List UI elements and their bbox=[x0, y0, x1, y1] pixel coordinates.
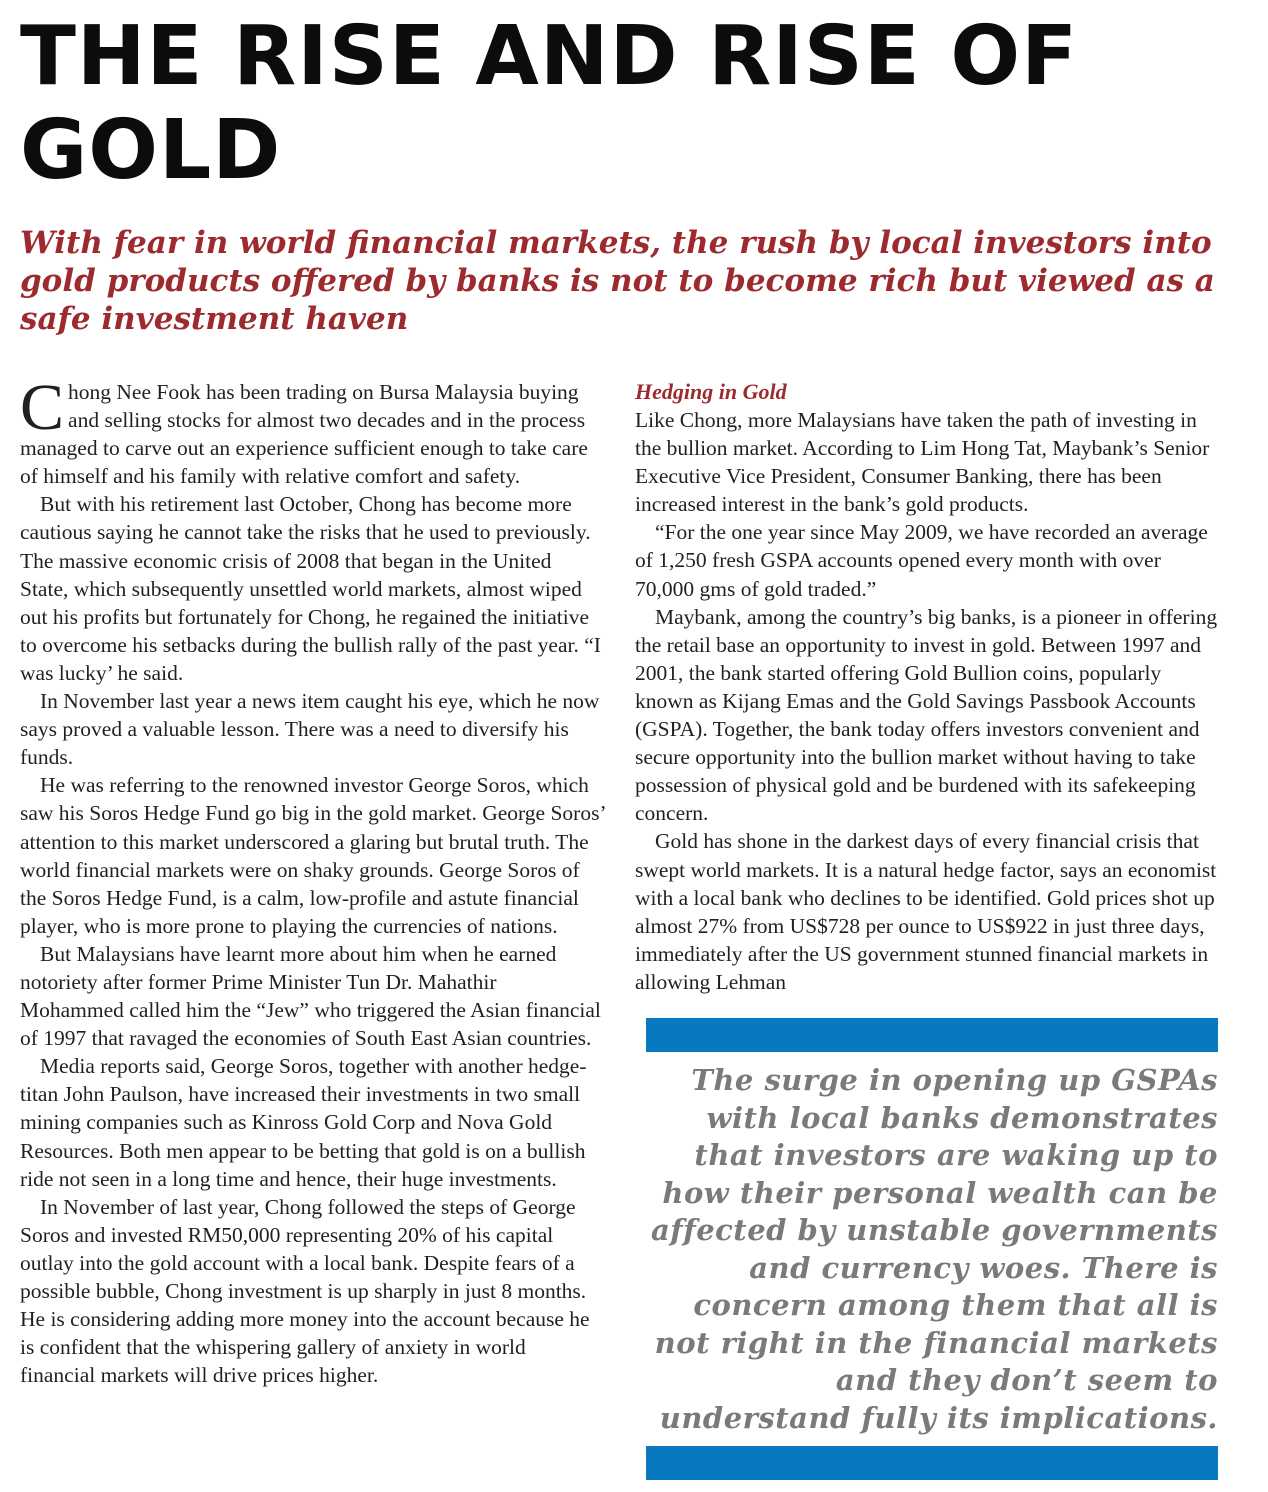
pull-quote: The surge in opening up GSPAs with local banks demonstrates that investors are waking up to how their personal wealth can be affected by unstable governments and currency woes. There is concern among them that all is not right in the financial markets and they don’t seem to understand fully its implications. bbox=[650, 1063, 1218, 1435]
right-column bbox=[635, 378, 1225, 996]
body-paragraph: But with his retirement last October, Chong has become more cautious saying he cannot take the risks that he used to previously. The massive economic crisis of 2008 that began in the United State, which subsequently unsettled world markets, almost wiped out his profits but fortunately for Chong, he regained the initiative to overcome his setbacks during the bullish rally of the past year. “I was lucky’ he said. bbox=[20, 492, 601, 685]
body-paragraph: Like Chong, more Malaysians have taken the path of investing in the bullion market. According to Lim Hong Tat, Maybank’s Senior Executive Vice President, Consumer Banking, there has been increased interest in the bank’s gold products. bbox=[635, 408, 1210, 517]
drop-cap: C bbox=[20, 371, 65, 444]
body-paragraph: He was referring to the renowned investor George Soros, which saw his Soros Hedge Fund go big in the gold market. George Soros’ attention to this market underscored a glaring but brutal truth. The world financial markets were on shaky grounds. George Soros of the Soros Hedge Fund, is a calm, low-profile and astute financial player, who is more prone to playing the currencies of nations. bbox=[20, 773, 606, 938]
left-column bbox=[20, 371, 606, 1389]
paragraph-text: hong Nee Fook has been trading on Bursa Malaysia buying and selling stocks for almost two decades and in the process managed to carve out an experience sufficient enough to take care of himself and his family with relative comfort and safety. bbox=[20, 380, 588, 489]
body-paragraph: “For the one year since May 2009, we have recorded an average of 1,250 fresh GSPA accounts opened every month with over 70,000 gms of gold traded.” bbox=[635, 520, 1208, 601]
body-paragraph: Media reports said, George Soros, together with another hedge-titan John Paulson, have increased their investments in two small mining companies such as Kinross Gold Corp and Nova Gold Resources. Both men appear to be betting that gold is on a bullish ride not seen in a long time and hence, their huge investments. bbox=[20, 1054, 587, 1191]
body-paragraph: In November of last year, Chong followed the steps of George Soros and invested RM50,000 representing 20% of his capital outlay into the gold account with a local bank. Despite fears of a possible bubble, Chong investment is up sharply in just 8 months. He is considering adding more money into the account because he is confident that the whispering gallery of anxiety in world financial markets will drive prices higher. bbox=[20, 1194, 590, 1388]
body-paragraph: Maybank, among the country’s big banks, is a pioneer in offering the retail base an opportunity to invest in gold. Between 1997 and 2001, the bank started offering Gold Bullion coins, popularly known as Kijang Emas and the Gold Savings Passbook Accounts (GSPA). Together, the bank today offers investors convenient and secure opportunity into the bullion market without having to take possession of physical gold and be burdened with its safekeeping concern. bbox=[635, 604, 1218, 826]
pull-quote-bar-top bbox=[646, 1018, 1218, 1052]
body-paragraph bbox=[20, 371, 605, 490]
body-paragraph: Gold has shone in the darkest days of every financial crisis that swept world markets. It is a natural hedge factor, says an economist with a local bank who declines to be identified. Gold prices shot up almost 27% from US$728 per ounce to US$922 in just three days, immediately after the US government stunned financial markets in allowing Lehman bbox=[635, 829, 1217, 994]
body-paragraph: But Malaysians have learnt more about him when he earned notoriety after former Prime Minister Tun Dr. Mahathir Mohammed called him the “Jew” who triggered the Asian financial of 1997 that ravaged the economies of South East Asian countries. bbox=[20, 941, 601, 1051]
section-subhead: Hedging in Gold bbox=[635, 379, 787, 404]
body-paragraph: In November last year a news item caught his eye, which he now says proved a valuable lesson. There was a need to diversify his funds. bbox=[20, 689, 600, 770]
pull-quote-bar-bottom bbox=[646, 1446, 1218, 1480]
headline: THE RISE AND RISE OF GOLD bbox=[20, 9, 1079, 198]
standfirst: With fear in world financial markets, the rush by local investors into gold products offered by banks is not to become rich but viewed as a safe investment haven bbox=[20, 225, 1215, 337]
